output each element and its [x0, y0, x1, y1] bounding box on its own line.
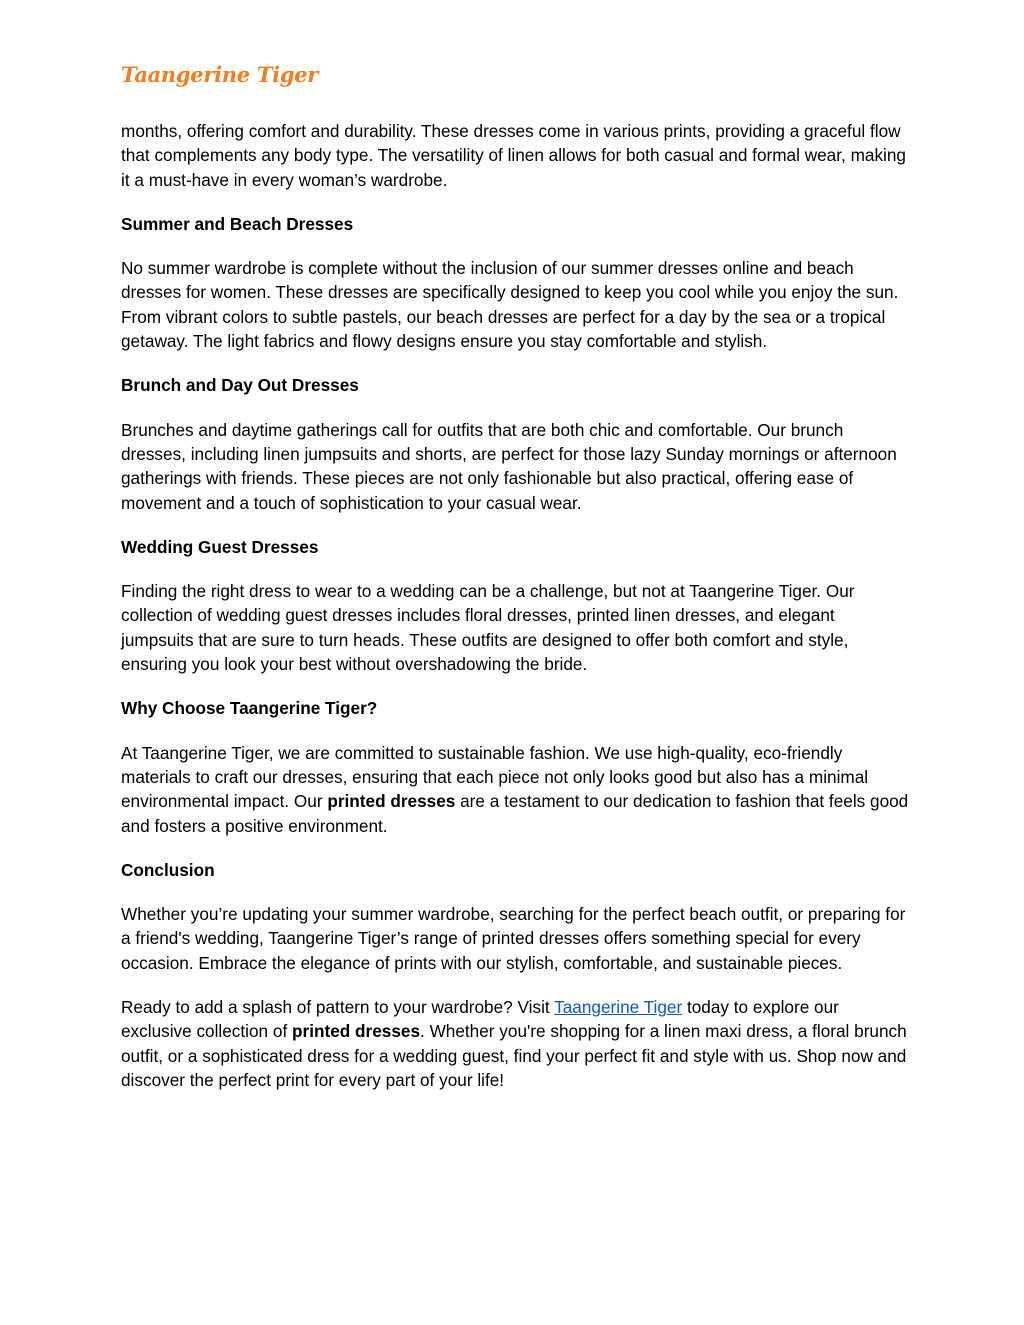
cta-text-2: today to explore our exclusive collection of — [121, 997, 839, 1042]
brand-logo: Taangerine Tiger — [121, 62, 319, 87]
conclusion-paragraph: Whether you’re updating your summer wardrobe, searching for the perfect beach outfit, or preparing for a friend's wedding, Taangerine Tiger’s range of printed dresses offers something special for every occasion. Embrace the elegance of prints with our stylish, comfortable, and sustainable pieces. — [121, 904, 906, 973]
why-paragraph — [121, 741, 911, 838]
wedding-heading: Wedding Guest Dresses — [121, 536, 319, 557]
why-text-2: are a testament to our dedication to fashion that feels good and fosters a positive environment. — [121, 791, 909, 836]
conclusion-heading: Conclusion — [121, 859, 215, 880]
why-heading: Why Choose Taangerine Tiger? — [121, 698, 378, 719]
taangerine-tiger-link[interactable]: Taangerine Tiger — [554, 997, 683, 1018]
cta-text-3: . Whether you're shopping for a linen maxi dress, a floral brunch outfit, or a sophisticated dress for a wedding guest, find your perfect fit and style with us. Shop now and discover the perfect print for every part of your life! — [121, 1021, 907, 1090]
document-body — [121, 119, 911, 1112]
wedding-paragraph: Finding the right dress to wear to a wedding can be a challenge, but not at Taangerine Tiger. Our collection of wedding guest dresses includes floral dresses, printed linen dresses, and elegant jumpsuits that are sure to turn heads. These outfits are designed to offer both comfort and style, ensuring you look your best without overshadowing the bride. — [121, 581, 855, 675]
brunch-paragraph: Brunches and daytime gatherings call for outfits that are both chic and comfortable. Our brunch dresses, including linen jumpsuits and shorts, are perfect for those lazy Sunday mornings or afternoon gatherings with friends. These pieces are not only fashionable but also practical, offering ease of movement and a touch of sophistication to your casual wear. — [121, 419, 897, 513]
why-text-1: At Taangerine Tiger, we are committed to sustainable fashion. We use high-quality, eco-friendly materials to craft our dresses, ensuring that each piece not only looks good but also has a minimal environmental impact. Our — [121, 742, 869, 812]
cta-bold-text: printed dresses — [292, 1021, 421, 1042]
intro-paragraph: months, offering comfort and durability. These dresses come in various prints, providing a graceful flow that complements any body type. The versatility of linen allows for both casual and formal wear, making it a must-have in every woman’s wardrobe. — [121, 121, 906, 190]
cta-text-1: Ready to add a splash of pattern to your wardrobe? Visit — [121, 997, 555, 1018]
summer-paragraph: No summer wardrobe is complete without the inclusion of our summer dresses online and beach dresses for women. These dresses are specifically designed to keep you cool while you enjoy the sun. From vibrant colors to subtle pastels, our beach dresses are perfect for a day by the sea or a tropical getaway. The light fabrics and flowy designs ensure you stay comfortable and stylish. — [121, 258, 899, 352]
why-bold-text: printed dresses — [327, 791, 456, 812]
cta-paragraph — [121, 995, 911, 1092]
brunch-heading: Brunch and Day Out Dresses — [121, 375, 359, 396]
summer-heading: Summer and Beach Dresses — [121, 213, 354, 234]
